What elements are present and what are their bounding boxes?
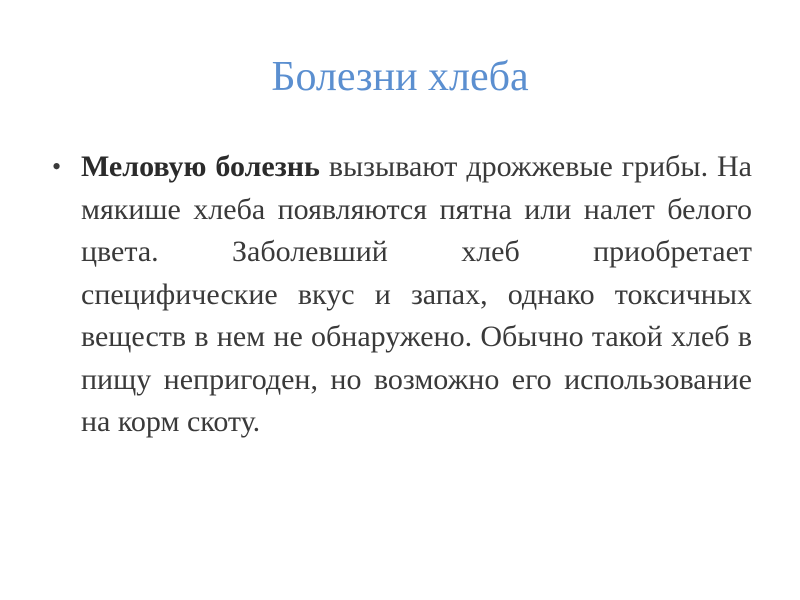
bullet-list (52, 146, 752, 444)
slide-title: Болезни хлеба (271, 54, 529, 100)
bullet-text: вызывают дрожжевые грибы. На мякише хлеба появляются пятна или налет белого цвета. Заболевший хлеб приобретает специфические вкус и запах, однако токсичных веществ в нем не обнаружено. Обычно такой хлеб в пищу непригоден, но возможно его использование на корм скоту. (81, 150, 752, 438)
bullet-bold-term: Меловую болезнь (81, 150, 320, 183)
bullet-item (52, 146, 752, 444)
bullet-dot-icon: • (52, 152, 62, 181)
